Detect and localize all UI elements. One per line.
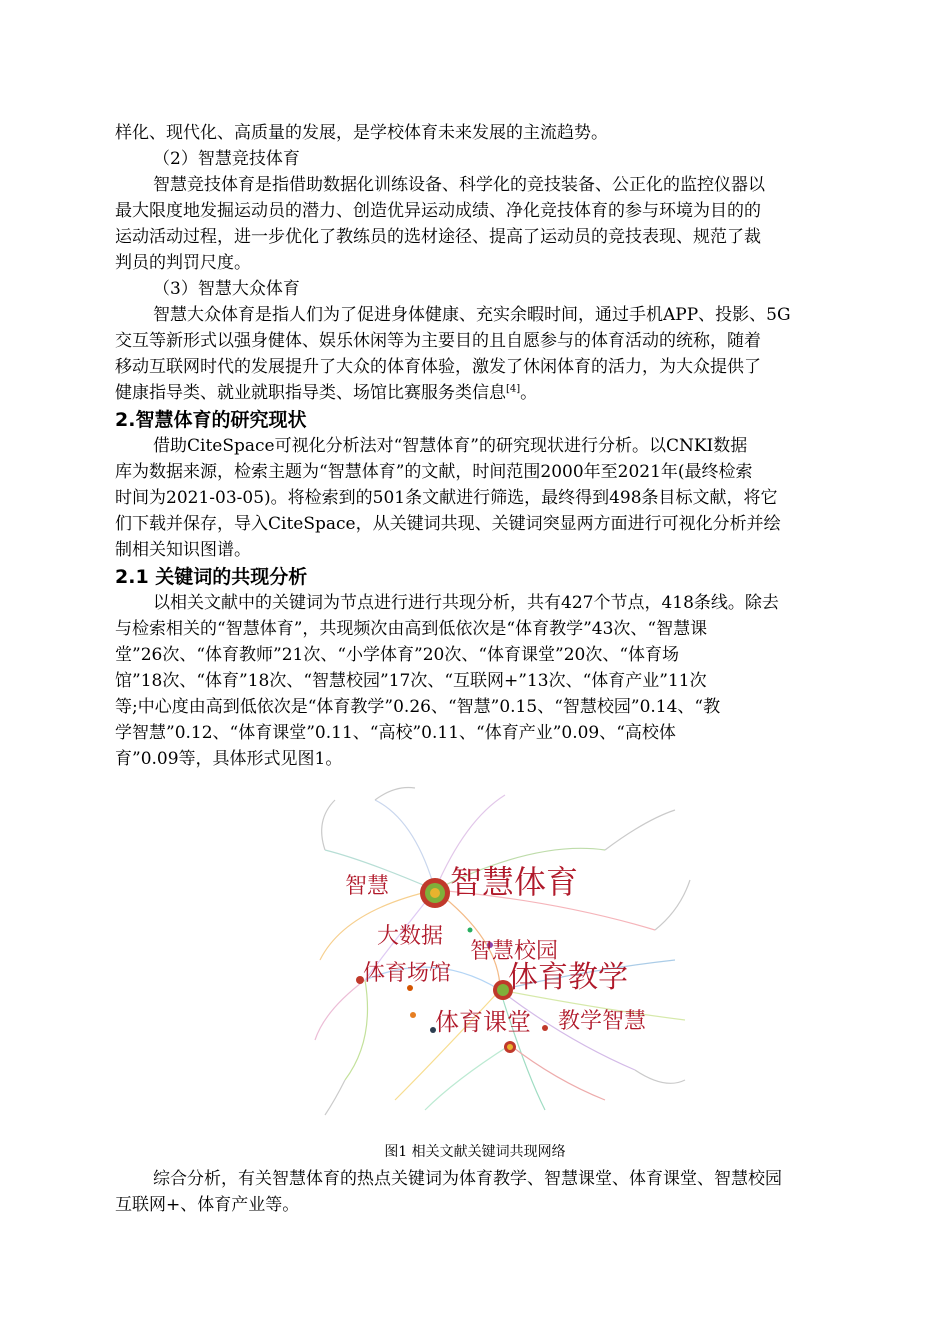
network-graph xyxy=(305,780,695,1120)
subsection-title: （3）智慧大众体育 xyxy=(153,279,300,299)
keyword-network-figure xyxy=(305,780,695,1120)
body-text-line: 育”0.09等，具体形式见图1。 xyxy=(115,749,343,769)
body-text-line: 学智慧”0.12、“体育课堂”0.11、“高校”0.11、“体育产业”0.09、“高校体 xyxy=(115,723,676,743)
body-text-line: 最大限度地发掘运动员的潜力、创造优异运动成绩、净化竞技体育的参与环境为目的的 xyxy=(115,201,761,221)
node-core xyxy=(430,888,440,898)
keyword-label: 智慧 xyxy=(345,874,390,899)
body-text-line: 交互等新形式以强身健体、娱乐休闲等为主要目的且自愿参与的体育活动的统称，随着 xyxy=(115,331,761,351)
node-small xyxy=(410,1012,416,1018)
citation-ref[interactable]: [4] xyxy=(506,383,521,395)
body-text-line: 运动活动过程，进一步优化了教练员的选材途径、提高了运动员的竞技表现、规范了裁 xyxy=(115,227,761,247)
body-text-line: 移动互联网时代的发展提升了大众的体育体验，激发了休闲体育的活力，为大众提供了 xyxy=(115,357,761,377)
subsection-title: （2）智慧竞技体育 xyxy=(153,149,300,169)
body-text-line: 智慧大众体育是指人们为了促进身体健康、充实余暇时间，通过手机APP、投影、5G xyxy=(153,305,791,325)
keyword-label: 体育课堂 xyxy=(435,1008,531,1036)
body-text-line: 等;中心度由高到低依次是“体育教学”0.26、“智慧”0.15、“智慧校园”0.14、“教 xyxy=(115,697,721,717)
body-text-line: 智慧竞技体育是指借助数据化训练设备、科学化的竞技装备、公正化的监控仪器以 xyxy=(153,175,765,195)
body-text-line: 借助CiteSpace可视化分析法对“智慧体育”的研究现状进行分析。以CNKI数据 xyxy=(153,436,748,456)
body-text-line: 判员的判罚尺度。 xyxy=(115,253,251,273)
section-heading: 2.1 关键词的共现分析 xyxy=(115,566,308,588)
keyword-label: 教学智慧 xyxy=(558,1009,647,1034)
body-text-line: 互联网+、体育产业等。 xyxy=(115,1195,300,1215)
body-text-line xyxy=(115,380,835,406)
section-heading: 2.智慧体育的研究现状 xyxy=(115,409,307,431)
body-text-line: 与检索相关的“智慧体育”，共现频次由高到低依次是“体育教学”43次、“智慧课 xyxy=(115,619,708,639)
body-text-line: 堂”26次、“体育教师”21次、“小学体育”20次、“体育课堂”20次、“体育场 xyxy=(115,645,680,665)
body-text-line: 们下载并保存，导入CiteSpace，从关键词共现、关键词突显两方面进行可视化分析并绘 xyxy=(115,514,781,534)
body-text: 健康指导类、就业就职指导类、场馆比赛服务类信息 xyxy=(115,383,506,403)
node-core xyxy=(507,1044,513,1050)
body-text-line: 馆”18次、“体育”18次、“智慧校园”17次、“互联网+”13次、“体育产业”11次 xyxy=(115,671,707,691)
body-text-line: 样化、现代化、高质量的发展，是学校体育未来发展的主流趋势。 xyxy=(115,123,608,143)
body-text-line: 综合分析，有关智慧体育的热点关键词为体育教学、智慧课堂、体育课堂、智慧校园 xyxy=(153,1169,782,1189)
body-text-line: 制相关知识图谱。 xyxy=(115,540,251,560)
body-text-line: 库为数据来源，检索主题为“智慧体育”的文献，时间范围2000年至2021年(最终检索 xyxy=(115,462,753,482)
node-small xyxy=(468,928,473,933)
keyword-label: 智慧体育 xyxy=(450,863,579,901)
figure-caption: 图1 相关文献关键词共现网络 xyxy=(384,1144,566,1160)
body-text: 。 xyxy=(520,383,538,403)
body-text-line: 以相关文献中的关键词为节点进行进行共现分析，共有427个节点，418条线。除去 xyxy=(153,593,779,613)
keyword-label: 体育教学 xyxy=(508,960,628,995)
keyword-label: 体育场馆 xyxy=(363,961,452,986)
keyword-label: 大数据 xyxy=(377,924,444,949)
keyword-labels xyxy=(345,863,646,1036)
body-text-line: 时间为2021-03-05)。将检索到的501条文献进行筛选，最终得到498条目标文献，将它 xyxy=(115,488,778,508)
keyword-label: 智慧校园 xyxy=(470,939,559,964)
node-small xyxy=(542,1025,548,1031)
